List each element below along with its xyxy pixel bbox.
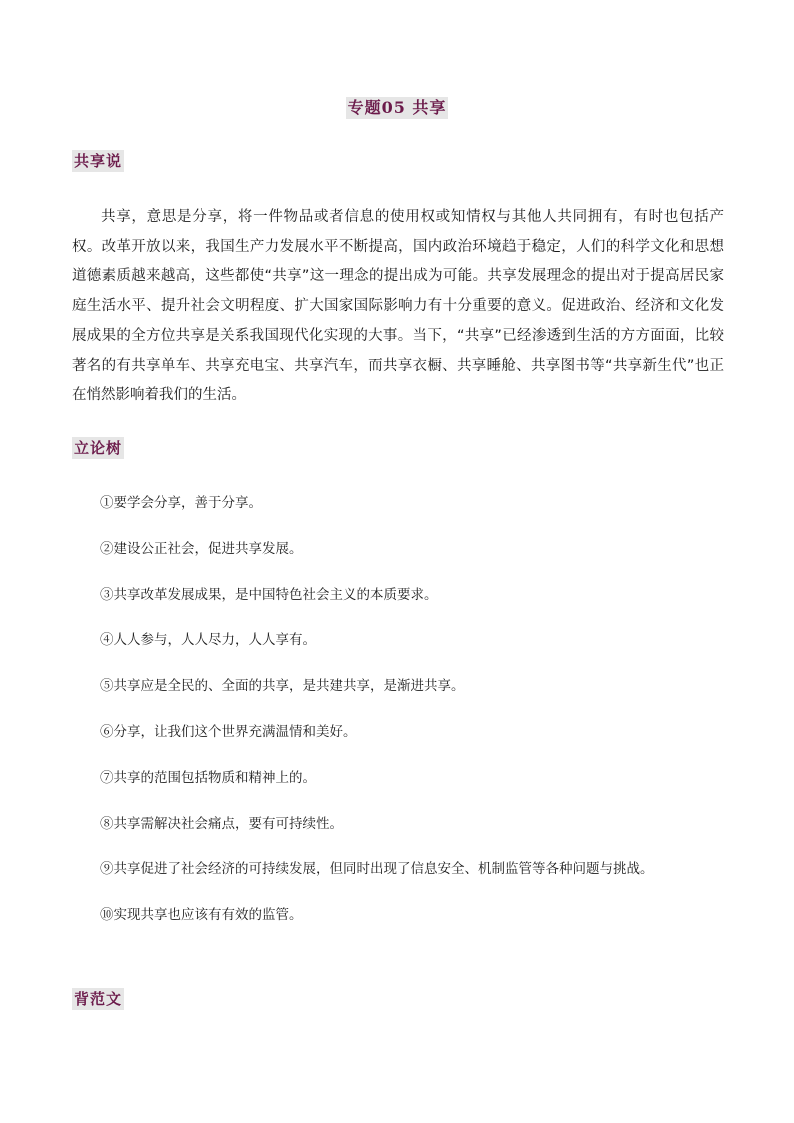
argument-item: ⑧共享需解决社会痛点，要有可持续性。	[100, 815, 343, 832]
title-container	[0, 97, 794, 119]
argument-item: ⑦共享的范围包括物质和精神上的。	[100, 769, 316, 786]
argument-item: ③共享改革发展成果，是中国特色社会主义的本质要求。	[100, 586, 438, 603]
argument-item: ⑨共享促进了社会经济的可持续发展，但同时出现了信息安全、机制监管等各种问题与挑战。	[100, 861, 654, 878]
intro-paragraph: 共享，意思是分享，将一件物品或者信息的使用权或知情权与其他人共同拥有，有时也包括产权。改革开放以来，我国生产力发展水平不断提高，国内政治环境趋于稳定，人们的科学文化和思想道德素质越来越高，这些都使“共享”这一理念的提出成为可能。共享发展理念的提出对于提高居民家庭生活水平、提升社会文明程度、扩大国家国际影响力有十分重要的意义。促进政治、经济和文化发展成果的全方位共享是关系我国现代化实现的大事。当下，“共享”已经渗透到生活的方方面面，比较著名的有共享单车、共享充电宝、共享汽车，而共享衣橱、共享睡舱、共享图书等“共享新生代”也正在悄然影响着我们的生活。	[72, 209, 724, 404]
argument-item: ④人人参与，人人尽力，人人享有。	[100, 632, 316, 649]
argument-item: ⑥分享，让我们这个世界充满温情和美好。	[100, 723, 357, 740]
section-heading-arguments: 立论树	[74, 439, 123, 457]
argument-item: ⑩实现共享也应该有有效的监管。	[100, 907, 303, 924]
section-heading-essays: 背范文	[74, 990, 123, 1008]
section-heading-intro: 共享说	[74, 152, 123, 170]
argument-item: ⑤共享应是全民的、全面的共享，是共建共享，是渐进共享。	[100, 678, 465, 695]
argument-item: ②建设公正社会，促进共享发展。	[100, 540, 303, 557]
page-title: 专题05 共享	[347, 98, 447, 117]
argument-list	[100, 492, 740, 950]
argument-item: ①要学会分享，善于分享。	[100, 495, 262, 511]
